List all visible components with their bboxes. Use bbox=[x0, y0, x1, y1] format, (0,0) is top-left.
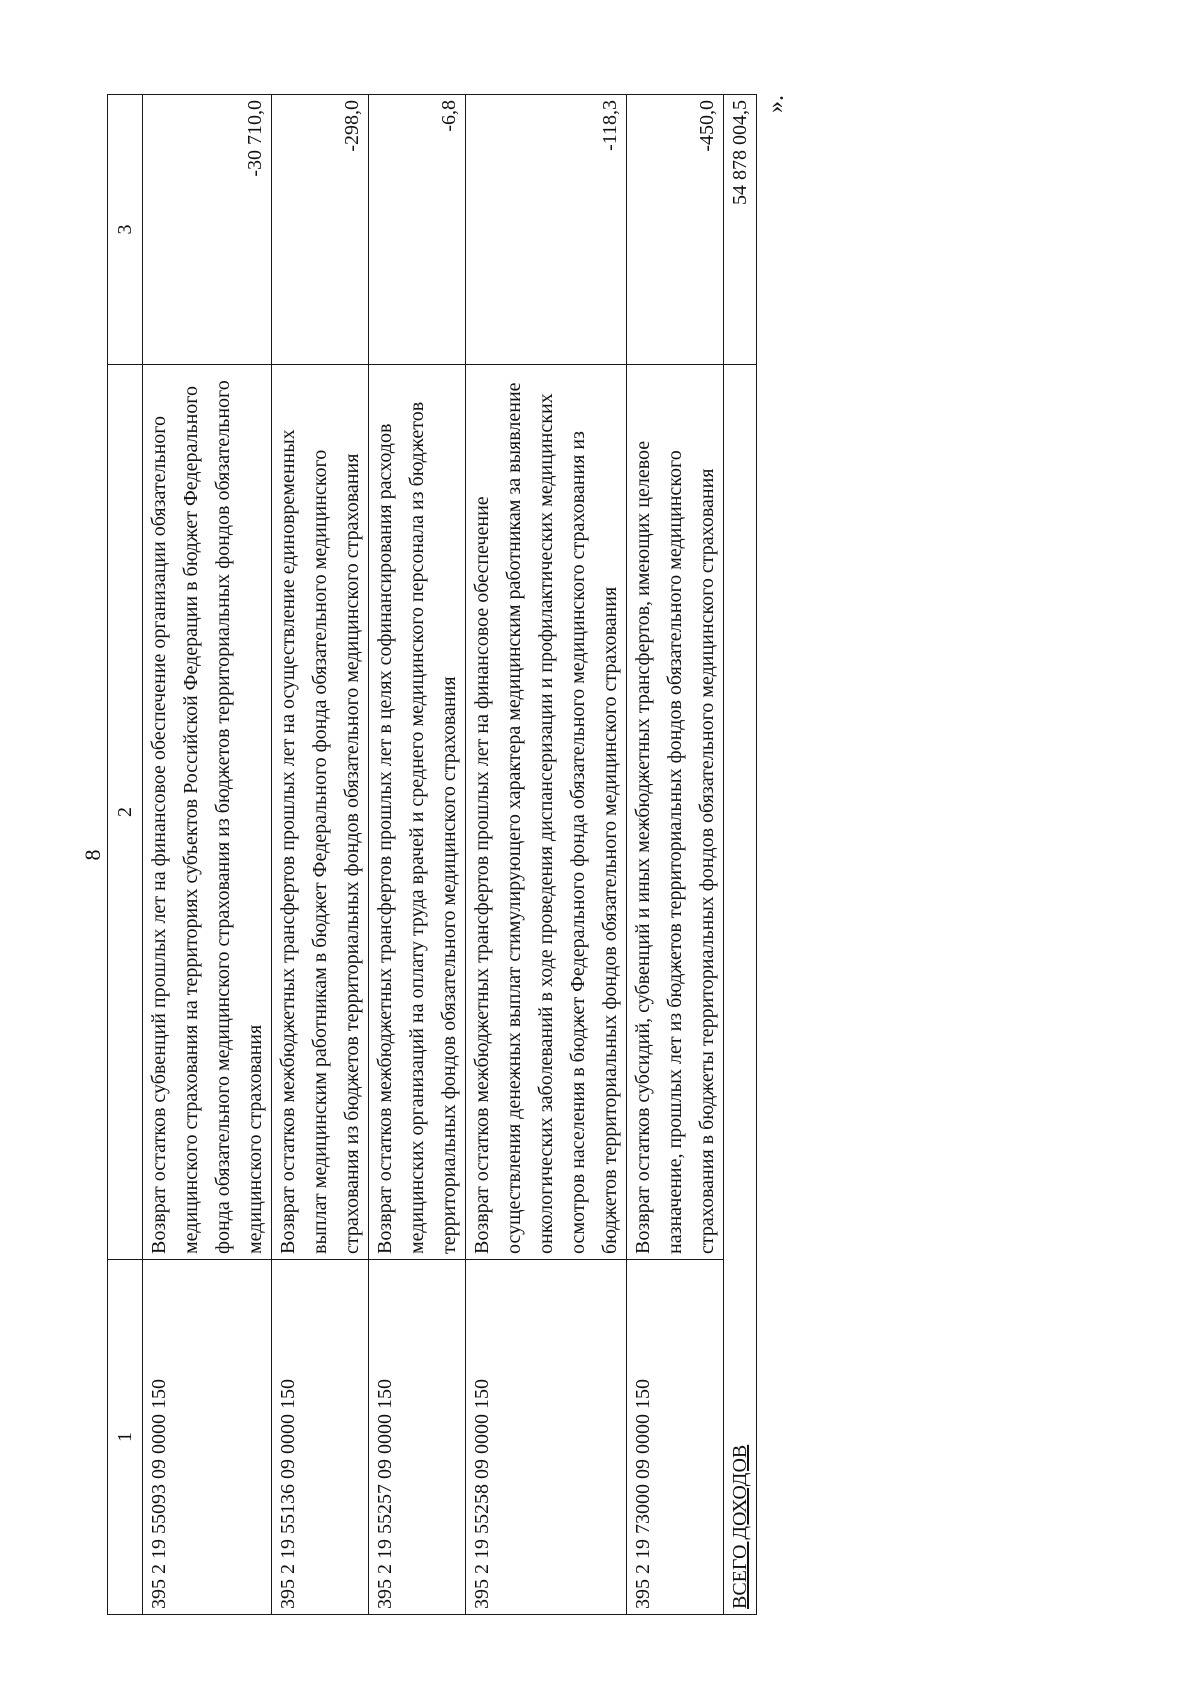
amount-cell: -6,8 bbox=[369, 95, 466, 365]
table-row bbox=[369, 95, 466, 1615]
description-cell: Возврат остатков межбюджетных трансфертов прошлых лет на осуществление единовременных выплат медицинским работникам в бюджет Федерального фонда обязательного медицинского страхования из бюджетов территориальных фондов обязательного медицинского страхования bbox=[272, 365, 369, 1260]
column-header-1: 1 bbox=[108, 1260, 143, 1615]
budget-code-cell: 395 2 19 55093 09 0000 150 bbox=[143, 1260, 272, 1615]
total-label: ВСЕГО ДОХОДОВ bbox=[724, 365, 757, 1615]
amount-cell: -118,3 bbox=[466, 95, 627, 365]
budget-code-cell: 395 2 19 73000 09 0000 150 bbox=[627, 1260, 724, 1615]
budget-code-cell: 395 2 19 55258 09 0000 150 bbox=[466, 1260, 627, 1615]
description-cell: Возврат остатков межбюджетных трансфертов прошлых лет на финансовое обеспечение осуществления денежных выплат стимулирующего характера медицинским работникам за выявление онкологических заболеваний в ходе проведения диспансеризации и профилактических медицинских осмотров населения в бюджет Федерального фонда обязательного медицинского страхования из бюджетов территориальных фондов обязательного медицинского страхования bbox=[466, 365, 627, 1260]
page-number: 8 bbox=[80, 849, 105, 861]
amount-cell: -30 710,0 bbox=[143, 95, 272, 365]
description-cell: Возврат остатков субвенций прошлых лет на финансовое обеспечение организации обязательного медицинского страхования на территориях субъектов Российской Федерации в бюджет Федерального фонда обязательного медицинского страхования из бюджетов территориальных фондов обязательного медицинского страхования bbox=[143, 365, 272, 1260]
table-row bbox=[143, 95, 272, 1615]
rotated-page bbox=[75, 95, 1035, 1615]
column-header-3: 3 bbox=[108, 95, 143, 365]
amount-cell: -298,0 bbox=[272, 95, 369, 365]
table-header-row bbox=[108, 95, 143, 1615]
budget-code-cell: 395 2 19 55136 09 0000 150 bbox=[272, 1260, 369, 1615]
budget-code-cell: 395 2 19 55257 09 0000 150 bbox=[369, 1260, 466, 1615]
table-row bbox=[627, 95, 724, 1615]
table-row bbox=[272, 95, 369, 1615]
description-cell: Возврат остатков субсидий, субвенций и иных межбюджетных трансфертов, имеющих целевое назначение, прошлых лет из бюджетов территориальных фондов обязательного медицинского страхования в бюджеты территориальных фондов обязательного медицинского страхования bbox=[627, 365, 724, 1260]
total-amount: 54 878 004,5 bbox=[724, 95, 757, 365]
table-row bbox=[466, 95, 627, 1615]
closing-quote-mark: ». bbox=[763, 95, 789, 113]
revenue-table bbox=[107, 94, 757, 1615]
amount-cell: -450,0 bbox=[627, 95, 724, 365]
total-row bbox=[724, 95, 757, 1615]
description-cell: Возврат остатков межбюджетных трансфертов прошлых лет в целях софинансирования расходов медицинских организаций на оплату труда врачей и среднего медицинского персонала из бюджетов территориальных фондов обязательного медицинского страхования bbox=[369, 365, 466, 1260]
column-header-2: 2 bbox=[108, 365, 143, 1260]
